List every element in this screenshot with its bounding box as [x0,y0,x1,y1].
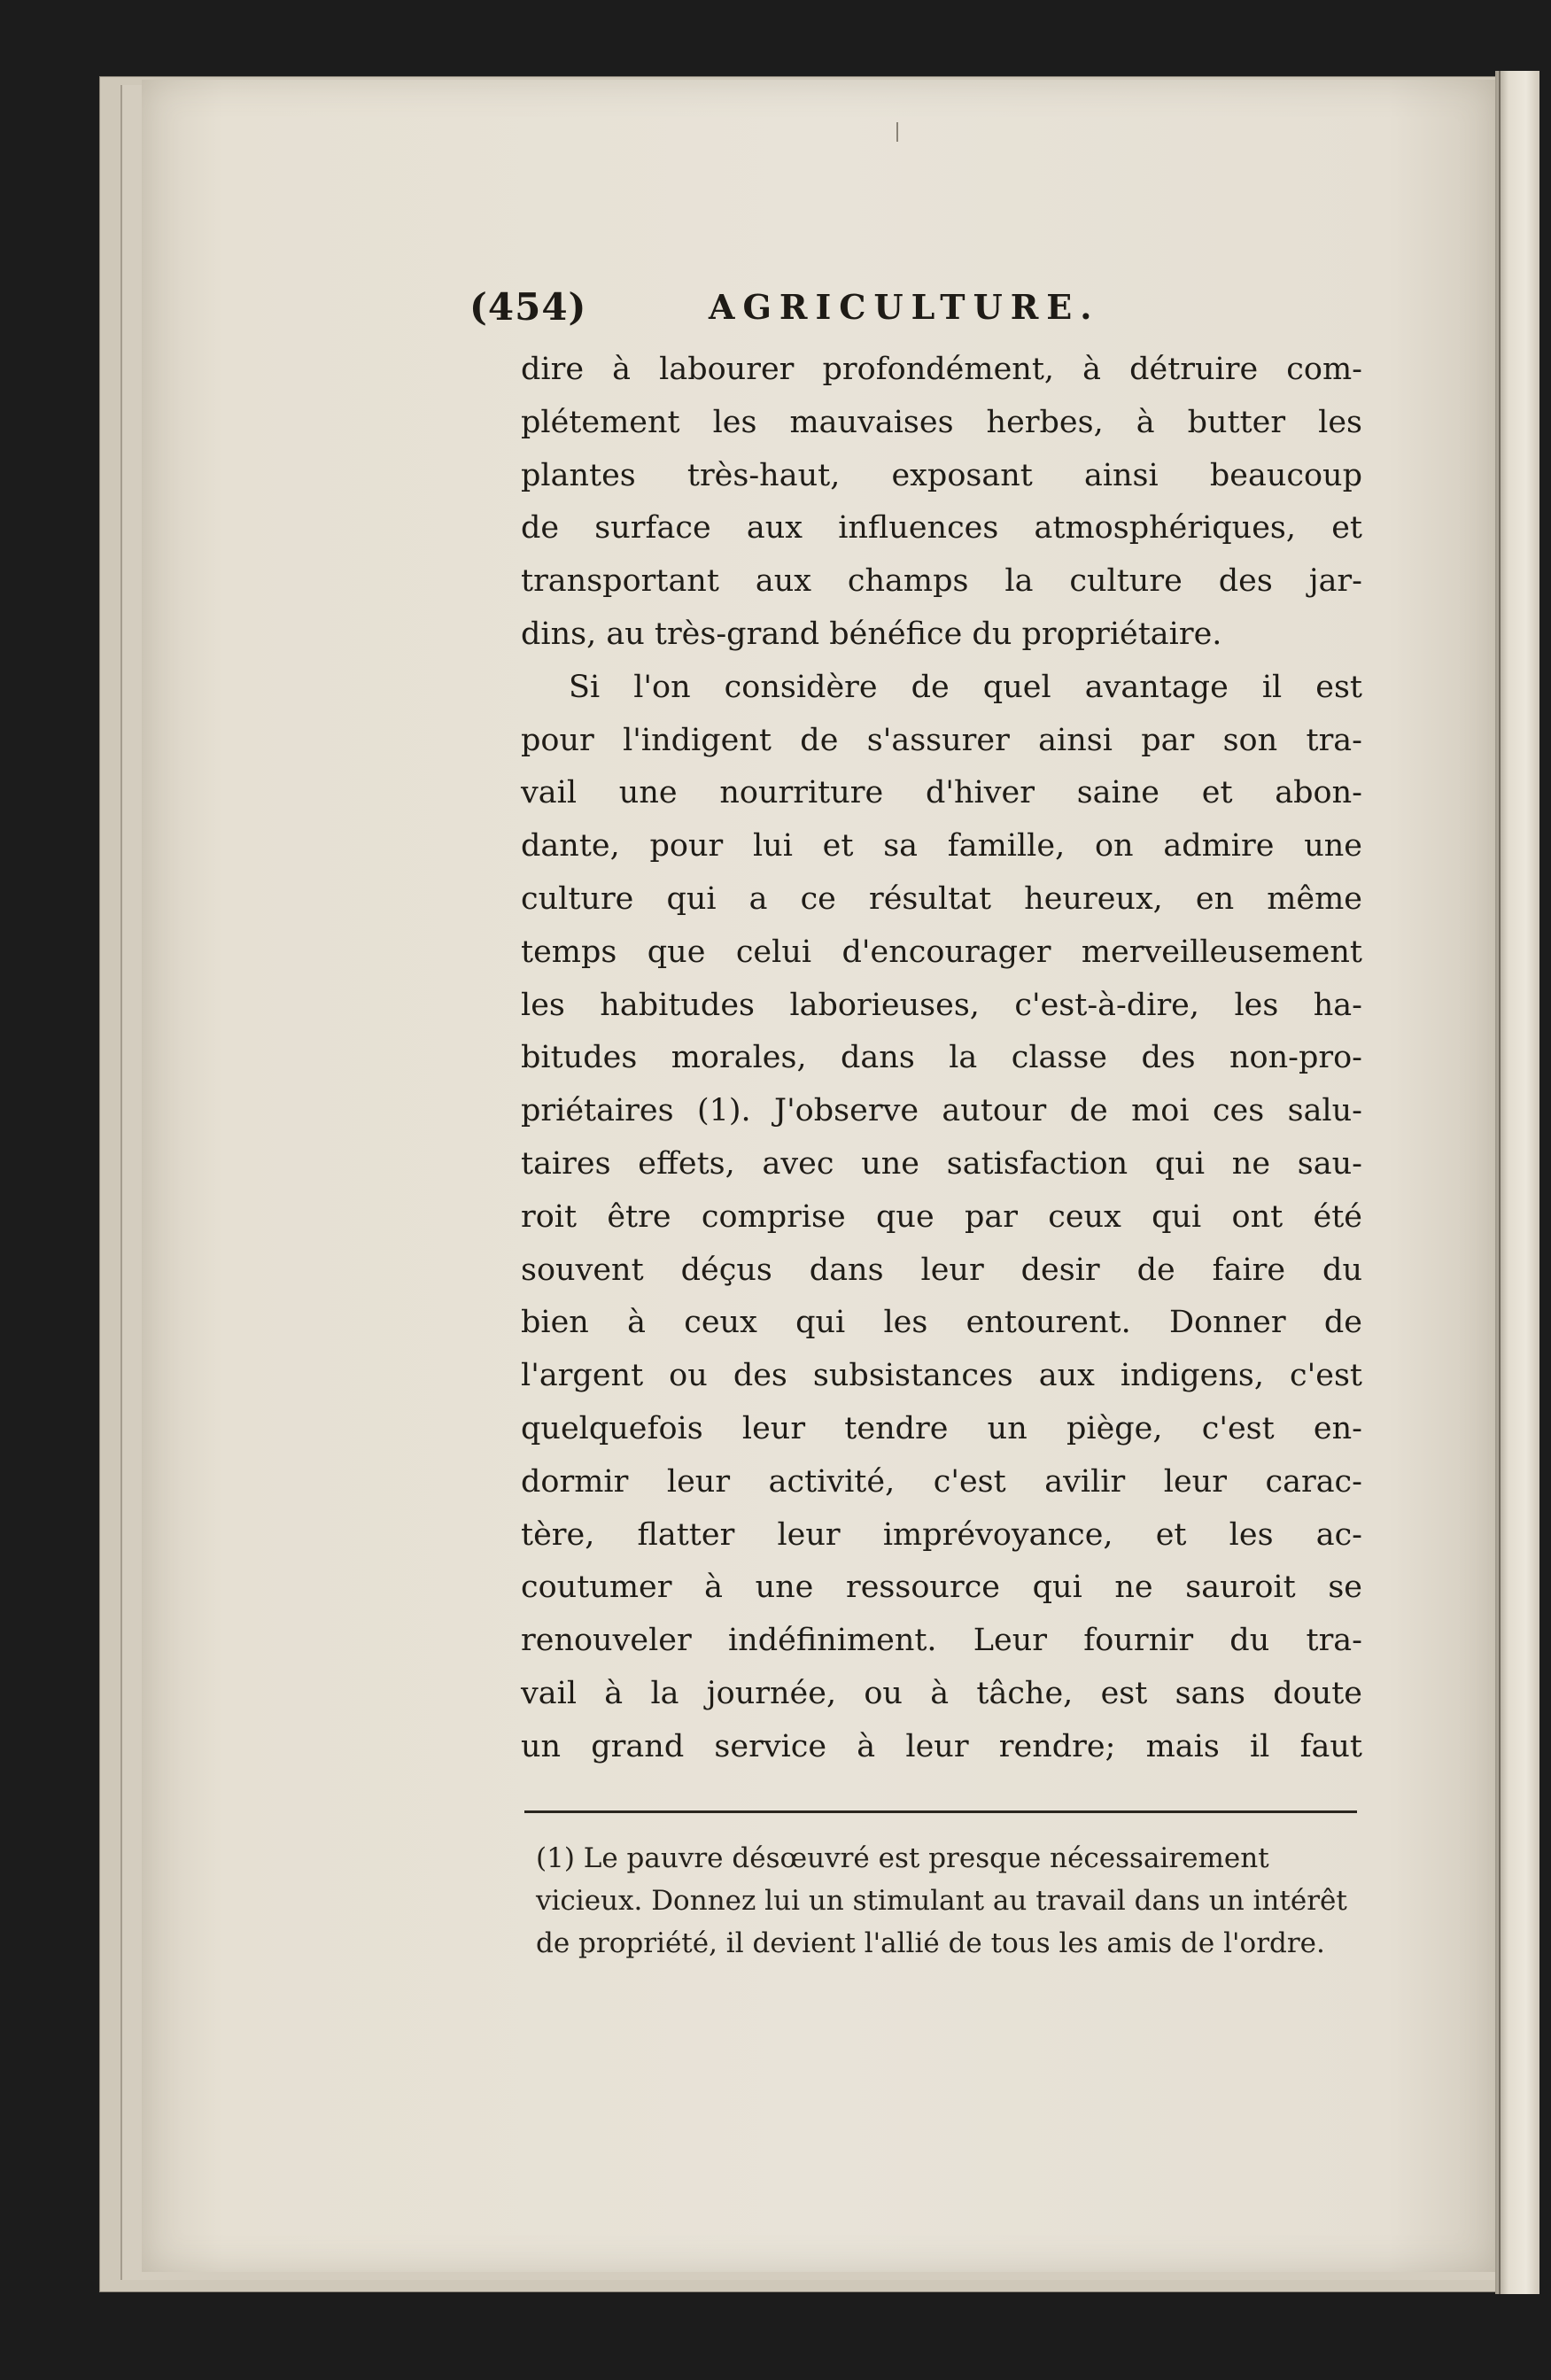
text-line: bitudes morales, dans la classe des non-pro- [521,1040,1362,1076]
text-line: culture qui a ce résultat heureux, en même [521,880,1362,917]
text-line: renouveler indéfiniment. Leur fournir du tra- [521,1623,1362,1659]
text-line: dante, pour lui et sa famille, on admire une [521,828,1362,864]
page-header [469,285,1355,338]
text-line: dins, au très-grand bénéfice du propriétaire. [521,616,1222,652]
text-line: priétaires (1). J'observe autour de moi ces salu- [521,1093,1362,1129]
text-line: bien à ceux qui les entourent. Donner de [521,1305,1362,1341]
text-line: pour l'indigent de s'assurer ainsi par son tra- [521,722,1362,758]
text-line: plantes très-haut, exposant ainsi beaucoup [521,457,1362,493]
text-line: l'argent ou des subsistances aux indigens, c'est [521,1358,1362,1394]
pencil-mark [896,122,898,142]
text-line: un grand service à leur rendre; mais il faut [521,1728,1362,1764]
text-line: les habitudes laborieuses, c'est-à-dire, les ha- [521,987,1362,1023]
text-line: temps que celui d'encourager merveilleusement [521,934,1362,970]
text-line: vail une nourriture d'hiver saine et abon- [521,775,1362,811]
text-line: roit être comprise que par ceux qui ont été [521,1198,1362,1235]
footnote-separator-rule [524,1810,1357,1813]
text-line: souvent déçus dans leur desir de faire du [521,1252,1362,1288]
text-line: dormir leur activité, c'est avilir leur carac- [521,1463,1362,1500]
main-text [521,344,1362,1774]
footnote [536,1837,1364,1965]
footnote-line: de propriété, il devient l'allié de tous les amis de l'ordre. [536,1927,1325,1959]
text-line: quelquefois leur tendre un piège, c'est en- [521,1410,1362,1446]
text-line: vail à la journée, ou à tâche, est sans doute [521,1675,1362,1711]
text-line: de surface aux influences atmosphériques, et [521,510,1362,547]
page-number: (454) [469,285,587,329]
running-title: AGRICULTURE. [709,287,1100,327]
text-line: taires effets, avec une satisfaction qui ne sau- [521,1145,1362,1182]
text-line: transportant aux champs la culture des jar- [521,563,1362,600]
facing-page-edge [1495,71,1539,2294]
text-line: plétement les mauvaises herbes, à butter les [521,404,1362,440]
footnote-line: vicieux. Donnez lui un stimulant au travail dans un intérêt [536,1885,1347,1917]
text-line: tère, flatter leur imprévoyance, et les ac- [521,1516,1362,1553]
text-line: coutumer à une ressource qui ne sauroit se [521,1570,1362,1606]
binding-line [1499,71,1501,2294]
text-line: Si l'on considère de quel avantage il est [569,669,1362,705]
text-line: dire à labourer profondément, à détruire com- [521,352,1362,387]
footnote-line: (1) Le pauvre désœuvré est presque nécessairement [536,1842,1269,1874]
